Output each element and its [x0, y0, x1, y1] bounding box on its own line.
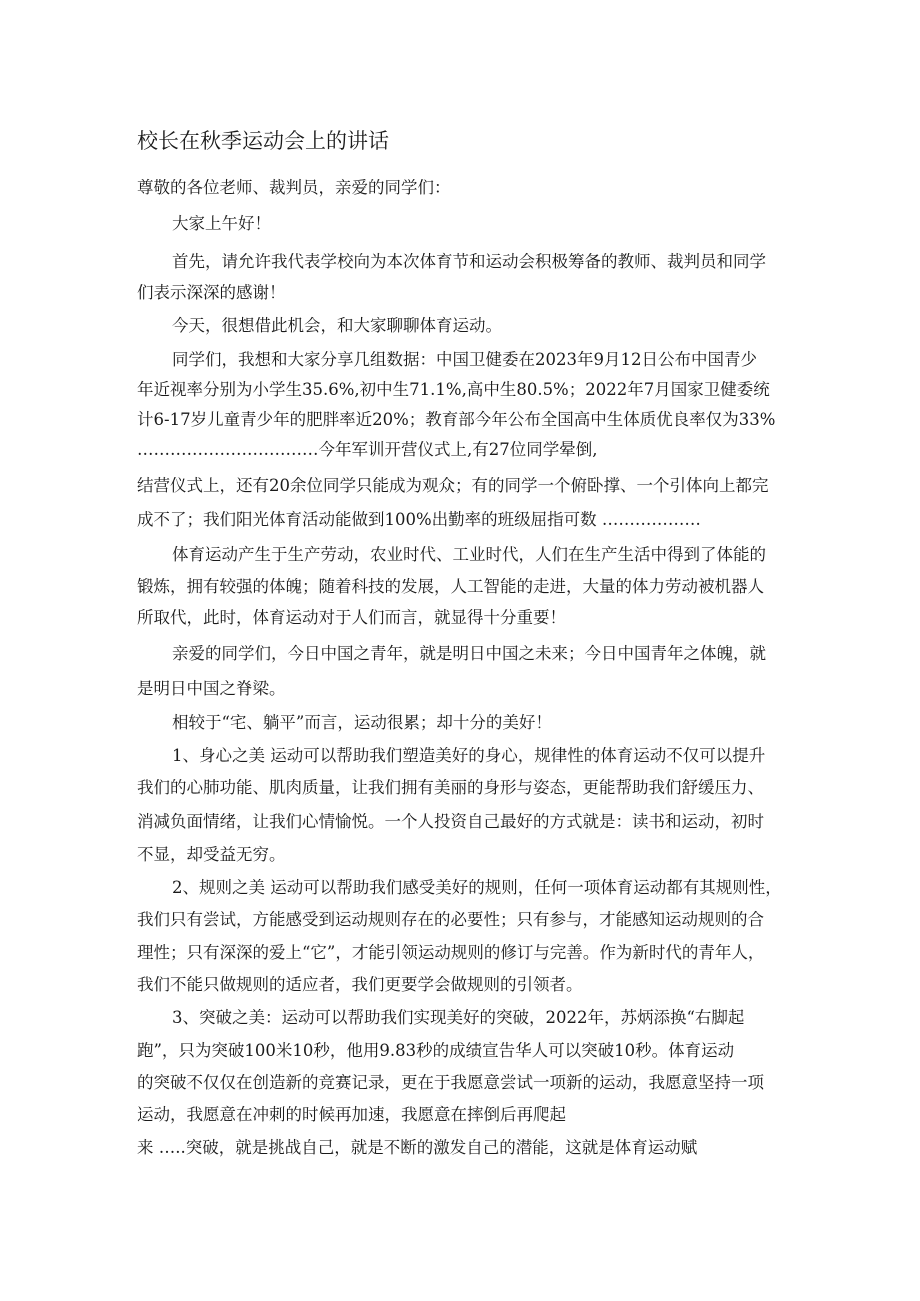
paragraph-line: 体育运动产生于生产劳动，农业时代、工业时代，人们在生产生活中得到了体能的 — [172, 545, 766, 564]
paragraph-line: 1、身心之美 运动可以帮助我们塑造美好的身心，规律性的体育运动不仅可以提升 — [172, 746, 766, 765]
paragraph-line: ……………………………今年军训开营仪式上,有27位同学晕倒, — [137, 440, 598, 459]
greeting-line: 大家上午好！ — [172, 214, 271, 233]
paragraph-line: 我们的心肺功能、肌肉质量，让我们拥有美丽的身形与姿态，更能帮助我们舒缓压力、 — [137, 778, 764, 797]
paragraph-line: 结营仪式上，还有20余位同学只能成为观众；有的同学一个俯卧撑、一个引体向上都完 — [137, 476, 769, 495]
paragraph-line: 我们只有尝试，方能感受到运动规则存在的必要性；只有参与，才能感知运动规则的合 — [137, 910, 764, 929]
paragraph-line: 消减负面情绪，让我们心情愉悦。一个人投资自己最好的方式就是：读书和运动，初时 — [137, 812, 764, 831]
paragraph-line: 成不了；我们阳光体育活动能做到100%出勤率的班级屈指可数 ……………… — [137, 510, 701, 529]
paragraph-line: 2、规则之美 运动可以帮助我们感受美好的规则，任何一项体育运动都有其规则性， — [172, 878, 782, 897]
document-title: 校长在秋季运动会上的讲话 — [137, 129, 389, 153]
paragraph-line: 我们不能只做规则的适应者，我们更要学会做规则的引领者。 — [137, 975, 583, 994]
paragraph-line: 锻炼，拥有较强的体魄；随着科技的发展，人工智能的走进，大量的体力劳动被机器人 — [137, 577, 764, 596]
salutation-line: 尊敬的各位老师、裁判员，亲爱的同学们： — [137, 178, 451, 197]
paragraph-line: 不显，却受益无穷。 — [137, 845, 286, 864]
paragraph-line: 运动，我愿意在冲刺的时候再加速，我愿意在摔倒后再爬起 — [137, 1105, 566, 1124]
paragraph-line: 首先，请允许我代表学校向为本次体育节和运动会积极筹备的教师、裁判员和同学 — [172, 252, 766, 271]
paragraph-line: 相较于“宅、躺平”而言，运动很累；却十分的美好！ — [172, 713, 552, 732]
paragraph-line: 同学们，我想和大家分享几组数据：中国卫健委在2023年9月12日公布中国青少 — [172, 350, 757, 369]
paragraph-line: 3、突破之美：运动可以帮助我们实现美好的突破，2022年，苏炳添换“右脚起 — [172, 1008, 745, 1027]
paragraph-line: 所取代，此时，体育运动对于人们而言，就显得十分重要！ — [137, 608, 566, 627]
paragraph-line: 理性；只有深深的爱上“它”，才能引领运动规则的修订与完善。作为新时代的青年人， — [137, 943, 765, 962]
paragraph-line: 们表示深深的感谢！ — [137, 283, 286, 302]
paragraph-line: 跑”，只为突破100米10秒，他用9.83秒的成绩宣告华人可以突破10秒。体育运动 — [137, 1041, 735, 1060]
paragraph-line: 今天，很想借此机会，和大家聊聊体育运动。 — [172, 316, 502, 335]
paragraph-line: 年近视率分别为小学生35.6%,初中生71.1%,高中生80.5%；2022年7月国家卫健委统 — [137, 380, 770, 399]
paragraph-line: 的突破不仅仅在创造新的竞赛记录，更在于我愿意尝试一项新的运动，我愿意坚持一项 — [137, 1073, 764, 1092]
paragraph-line: 亲爱的同学们，今日中国之青年，就是明日中国之未来；今日中国青年之体魄，就 — [172, 644, 766, 663]
paragraph-line: 是明日中国之脊梁。 — [137, 679, 286, 698]
paragraph-line: 计6-17岁儿童青少年的肥胖率近20%；教育部今年公布全国高中生体质优良率仅为33% — [137, 410, 776, 429]
paragraph-line: 来 …..突破，就是挑战自己，就是不断的激发自己的潜能，这就是体育运动赋 — [137, 1138, 698, 1157]
